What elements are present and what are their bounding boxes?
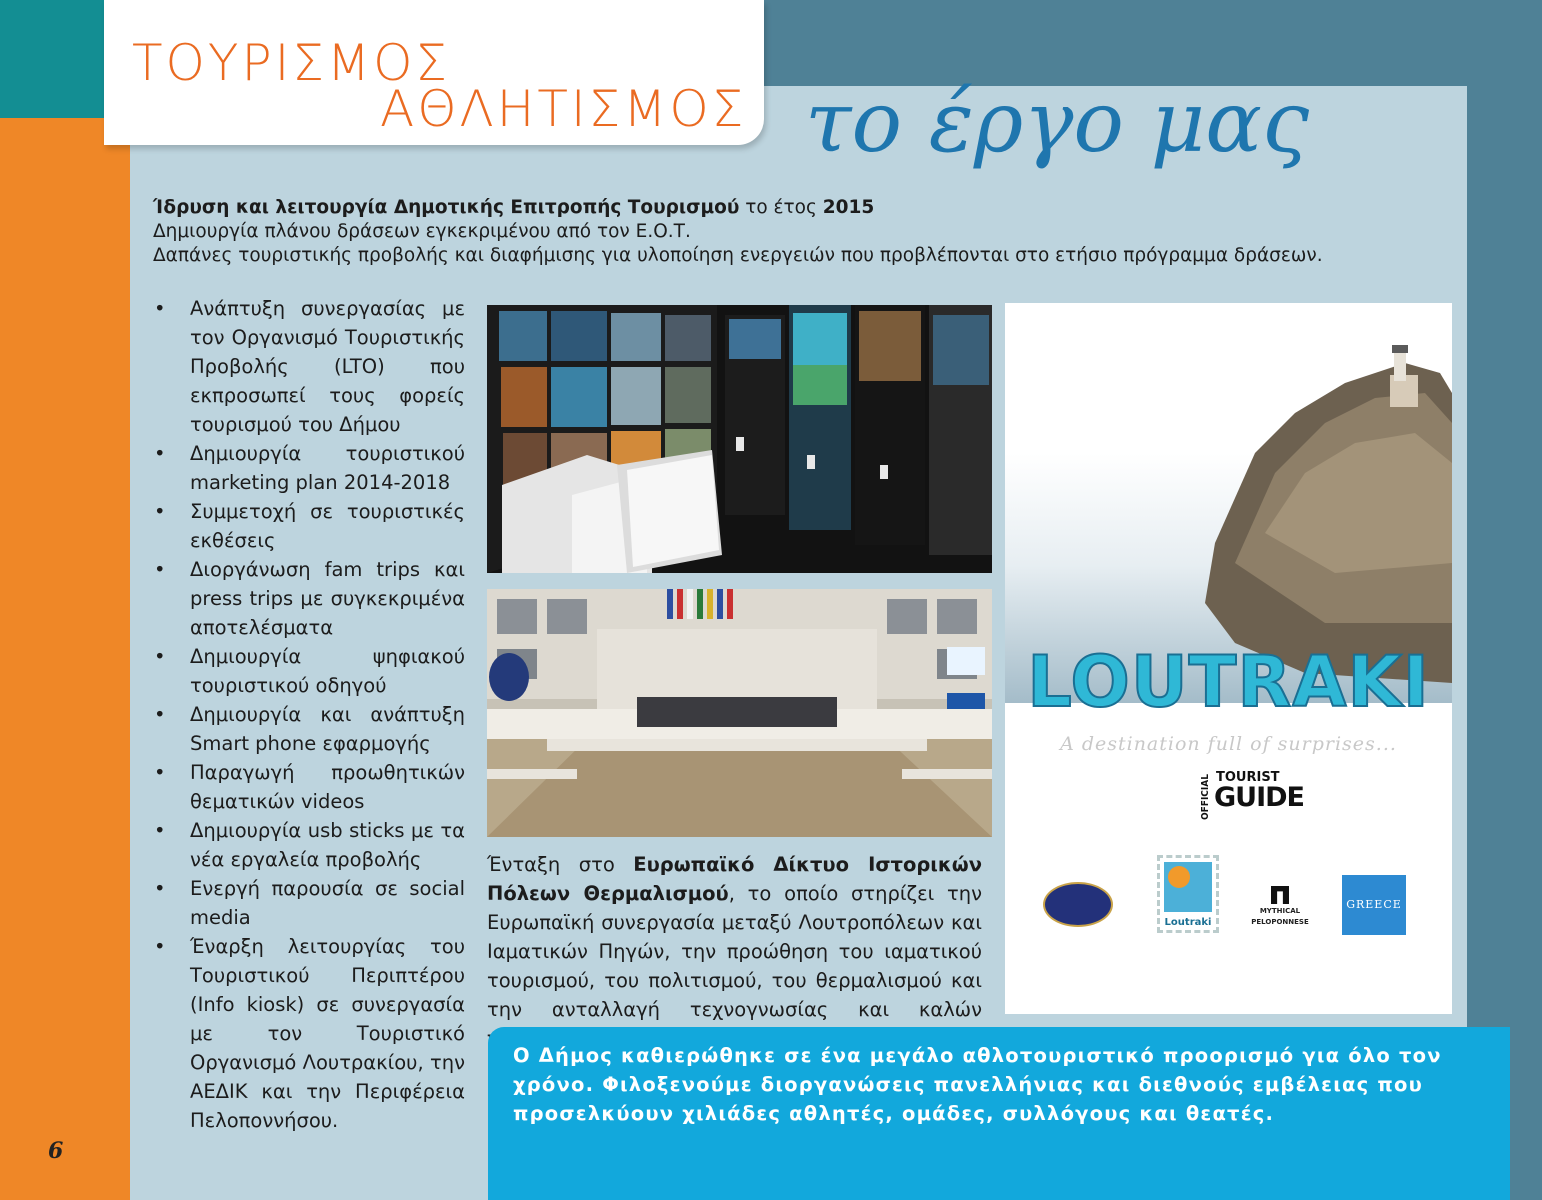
section-title-sports: ΑΘΛΗΤΙΣΜΟΣ: [380, 80, 747, 138]
list-item: • Δημιουργία ψηφιακού τουριστικού οδηγού: [150, 642, 465, 700]
guide-label: GUIDE: [1214, 782, 1304, 813]
list-item: • Έναρξη λειτουργίας του Τουριστικού Περιπτέρου (Info kiosk) σε συνεργασία με τον Τουριστικό Οργανισμό Λουτρακίου, την ΑΕΔΙΚ και την Περιφέρεια Πελοποννήσου.: [150, 932, 465, 1135]
intro-bold-year: 2015: [822, 197, 875, 218]
page-number: 6: [48, 1138, 64, 1164]
list-item: • Ανάπτυξη συνεργασίας με τον Οργανισμό Τουριστικής Προβολής (LTO) που εκπροσωπεί τους φορείς τουρισμού του Δήμου: [150, 294, 465, 439]
callout-text: Ο Δήμος καθιερώθηκε σε ένα μεγάλο αθλοτουριστικό προορισμό για όλο τον χρόνο. Φιλοξενούμε διοργανώσεις πανελλήνιας και διεθνούς εμβέλειας που προσελκύουν χιλιάδες αθλητές, ομάδες, συλλόγους και θεατές.: [513, 1044, 1442, 1125]
list-item: • Συμμετοχή σε τουριστικές εκθέσεις: [150, 497, 465, 555]
thermal-cities-group-photo: [487, 589, 992, 837]
list-item: • Παραγωγή προωθητικών θεματικών videos: [150, 758, 465, 816]
guide-title: LOUTRAKI: [1027, 641, 1430, 723]
tourist-label: TOURIST: [1216, 770, 1280, 785]
official-label: OFFICIAL: [1200, 774, 1211, 820]
thermal-network-caption: [487, 850, 982, 1053]
list-item: • Διοργάνωση fam trips και press trips με συγκεκριμένα αποτελέσματα: [150, 555, 465, 642]
intro-bold-committee: Ίδρυση και λειτουργία Δημοτικής Επιτροπής Τουρισμού: [153, 197, 740, 218]
section-title-box: [104, 0, 764, 145]
section-title-tourism: ΤΟΥΡΙΣΜΟΣ: [132, 34, 451, 92]
intro-line-3: Δαπάνες τουριστικής προβολής και διαφήμισης για υλοποίηση ενεργειών που προβλέπονται στο ετήσιο πρόγραμμα δράσεων.: [153, 245, 1323, 266]
actions-bullet-list: [150, 294, 465, 1135]
orange-side-bar: [0, 118, 130, 1200]
official-guide-badge: [1200, 768, 1304, 820]
intro-line-1: [153, 196, 1433, 220]
intro-text: [153, 196, 1433, 268]
sports-tourism-callout: [488, 1027, 1510, 1200]
guide-tagline: A destination full of surprises...: [1060, 733, 1397, 755]
list-item: • Δημιουργία και ανάπτυξη Smart phone εφαρμογής: [150, 700, 465, 758]
sun-icon: [1168, 866, 1190, 888]
intro-line-2: Δημιουργία πλάνου δράσεων εγκεκριμένου από τον Ε.Ο.Τ.: [153, 221, 691, 242]
caption-rest: , το οποίο στηρίζει την Ευρωπαϊκή συνεργασία μεταξύ Λουτροπόλεων και Ιαματικών Πηγών, την προώθηση του ιαματικού τουρισμού, του πολιτισμού, του θερμαλισμού και την ανταλλαγή τεχνογνωσίας και καλών: [487, 882, 983, 1021]
mythical-peloponnese-logo: [1245, 886, 1315, 926]
stamp-label: Loutraki: [1164, 917, 1212, 928]
caption-bold: Ευρωπαϊκό Δίκτυο Ιστορικών Πόλεων Θερμαλισμού: [487, 853, 982, 905]
list-item: • Δημιουργία usb sticks με τα νέα εργαλεία προβολής: [150, 816, 465, 874]
intro-mid: το έτος: [739, 197, 823, 218]
caption-prefix: Ένταξη στο: [487, 853, 634, 876]
page-heading-script: το έργο μας: [805, 73, 1310, 171]
loutraki-stamp-logo: [1157, 855, 1219, 933]
list-item: • Δημιουργία τουριστικού marketing plan 2014-2018: [150, 439, 465, 497]
greece-logo: GREECE: [1342, 875, 1406, 935]
mythical-line-1: MYTHICAL: [1259, 907, 1301, 915]
list-item: • Ενεργή παρουσία σε social media: [150, 874, 465, 932]
mythical-line-2: PELOPONNESE: [1251, 918, 1309, 926]
exhibition-booth-photo: [487, 305, 992, 573]
loutraki-guide-cover: [1005, 303, 1452, 1014]
municipality-seal-logo: [1043, 882, 1113, 927]
gate-icon: [1271, 886, 1289, 904]
